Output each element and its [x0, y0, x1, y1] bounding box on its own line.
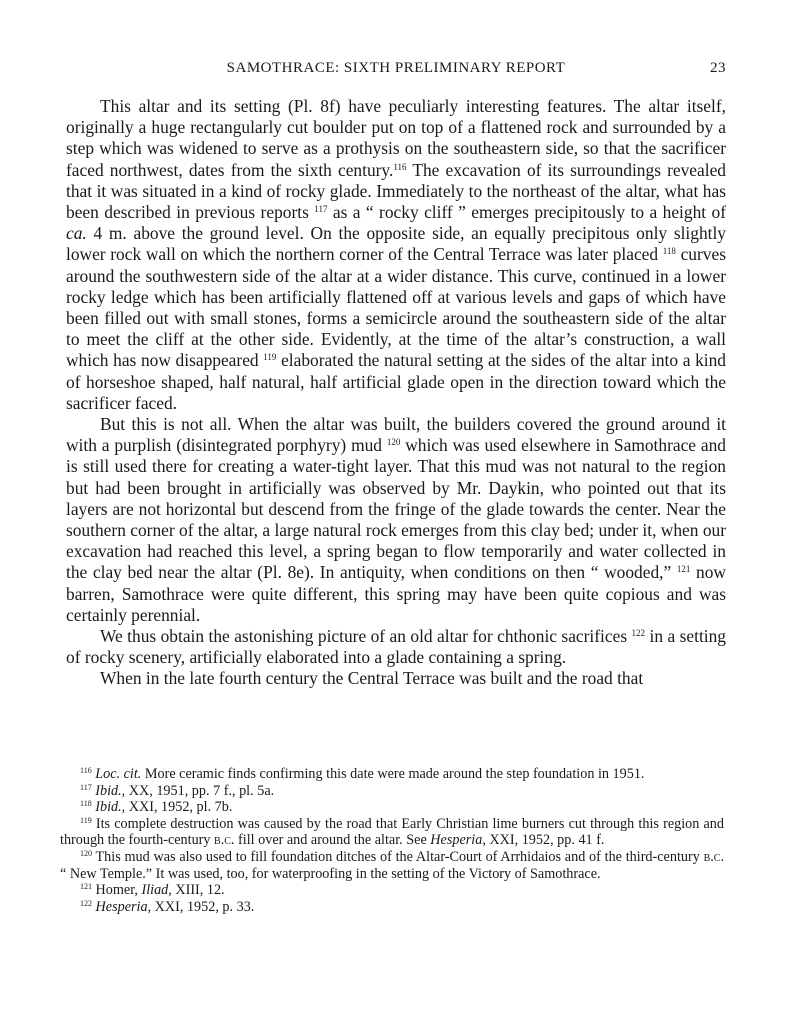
footnote-119: $^{119}$ Its complete destruction was caused by the road that Early Christian lime burners cut through this region and through the fourth-century b.c. fill over and around the altar. See Hesperia, XXI, 1952, pp. 41 f. [60, 815, 724, 849]
footnote-116: $^{116}$ Loc. cit. More ceramic finds confirming this date were made around the step foundation in 1951. [80, 766, 645, 782]
main-text [66, 96, 726, 690]
footnotes [60, 766, 724, 915]
footnote-122: $^{122}$ Hesperia, XXI, 1952, p. 33. [80, 898, 255, 915]
footnote-ref-120[interactable]: 120 [386, 437, 401, 448]
footnote-ref-117[interactable]: 117 [314, 204, 328, 215]
paragraph-conclusion: We thus obtain the astonishing picture of an old altar for chthonic sacrifices $^{122}$ in a setting of rocky scenery, artificially elaborated into a glade containing a spring. [66, 626, 726, 668]
footnote-118: $^{118}$ Ibid., XXI, 1952, pl. 7b. [80, 799, 233, 816]
paragraph-altar-setting: This altar and its setting (Pl. 8f) have peculiarly interesting features. The altar itself, originally a huge rectangularly cut boulder put on top of a flattened rock and surrounded by a step which was widened to serve as a prothysis on the southeastern side, so that the sacrificer faced northwest, dates from the sixth century.$^{116}$ The excavation of its surroundings revealed that it was situated in a kind of rocky glade. Immediately to the northeast of the altar, what has been described in previous reports $^{117}$ as a “ rocky cliff ” emerges precipitously to a height of ca. 4 m. above the ground level. On the opposite side, an equally precipitous only slightly lower rock wall on which the northern corner of the Central Terrace was later placed $^{118}$ curves around the southwestern side of the altar at a wider distance. This curve, continued in a lower rocky ledge which has been artificially flattened off at various levels and gaps of which have been filled out with small stones, forms a semicircle around the southeastern side of the altar to meet the cliff at the other side. Evidently, at the time of the altar’s construction, a wall which has now disappeared $^{119}$ elaborated the natural setting at the sides of the altar into a kind of horseshoe shaped, half natural, half artificial glade open in the direction toward which the sacrificer faced. [66, 96, 726, 413]
page-number: 23 [710, 60, 726, 76]
running-header [66, 60, 726, 82]
paragraph-mud-layer: But this is not all. When the altar was built, the builders covered the ground around it with a purplish (disintegrated porphyry) mud $^{120}$ which was used elsewhere in Samothrace and is still used there for creating a water-tight layer. That this mud was not natural to the region but had been brought in artificially was observed by Mr. Daykin, who pointed out that its layers are not horizontal but descend from the fringe of the glade towards the center. Near the southern corner of the altar, a large natural rock emerges from this clay bed; under it, when our excavation had reached this level, a spring began to flow temporarily and water collected in the clay bed near the altar (Pl. 8e). In antiquity, when conditions on then “ wooded,” $^{121}$ now barren, Samothrace were quite different, this spring may have been quite copious and was certainly perennial. [66, 414, 726, 625]
footnote-121: $^{121}$ Homer, Iliad, XIII, 12. [80, 882, 225, 899]
footnote-ref-116[interactable]: 116 [393, 161, 407, 172]
running-title: SAMOTHRACE: SIXTH PRELIMINARY REPORT [226, 60, 566, 76]
footnote-117: $^{117}$ Ibid., XX, 1951, pp. 7 f., pl. 5a. [80, 782, 275, 799]
footnote-120: $^{120}$ This mud was also used to fill foundation ditches of the Altar-Court of Arrhidaios and of the third-century b.c. “ New Temple.” It was used, too, for waterproofing in the setting of the Victory of Samothrace. [60, 848, 724, 882]
footnote-ref-121[interactable]: 121 [676, 564, 691, 575]
footnote-ref-118[interactable]: 118 [662, 246, 676, 257]
footnote-ref-119[interactable]: 119 [263, 352, 277, 363]
paragraph-continuation: When in the late fourth century the Central Terrace was built and the road that [100, 668, 644, 689]
footnote-ref-122[interactable]: 122 [631, 628, 646, 639]
